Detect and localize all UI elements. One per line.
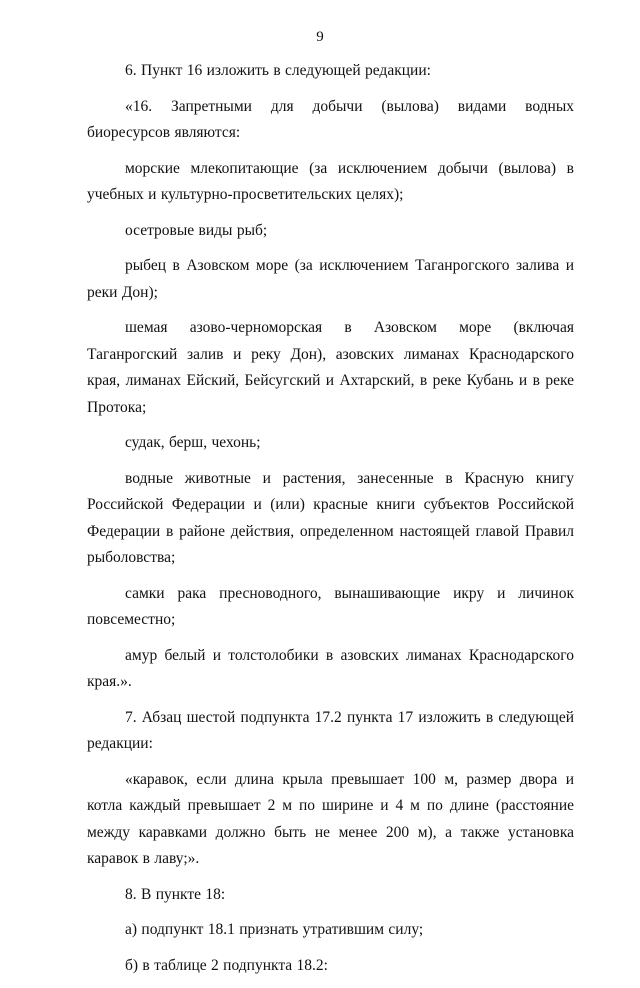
paragraph-quote-start-16: «16. Запретными для добычи (вылова) видами водных биоресурсов являются: (87, 97, 574, 141)
paragraph-marine-mammals: морские млекопитающие (за исключением добычи (вылова) в учебных и культурно-просветительских целях); (87, 159, 574, 203)
paragraph-crayfish: самки рака пресноводного, вынашивающие икру и личинок повсеместно; (87, 584, 574, 628)
paragraph-item-6: 6. Пункт 16 изложить в следующей редакции: (125, 62, 431, 79)
paragraph-item-7: 7. Абзац шестой подпункта 17.2 пункта 17 изложить в следующей редакции: (87, 708, 574, 752)
paragraph-subitem-a: а) подпункт 18.1 признать утратившим силу; (125, 921, 424, 938)
paragraph-subitem-b: б) в таблице 2 подпункта 18.2: (125, 956, 328, 974)
paragraph-shemaya: шемая азово-черноморская в Азовском море (включая Таганрогский залив и реку Дон), азовских лиманах Краснодарского края, лиманах Ейский, Бейсугский и Ахтарский, в реке Кубань и в реке Протока; (87, 319, 574, 416)
page-number: 9 (316, 29, 324, 45)
document-body (87, 58, 574, 988)
paragraph-vimba: рыбец в Азовском море (за исключением Таганрогского залива и реки Дон); (87, 257, 574, 301)
paragraph-sturgeon: осетровые виды рыб; (125, 221, 268, 239)
paragraph-item-8: 8. В пункте 18: (125, 885, 226, 903)
paragraph-carp: амур белый и толстолобики в азовских лиманах Краснодарского края.». (87, 646, 574, 690)
paragraph-red-book: водные животные и растения, занесенные в Красную книгу Российской Федерации и (или) красные книги субъектов Российской Федерации в районе действия, определенном настоящей главой Правил рыболовства; (87, 469, 574, 566)
paragraph-karavok: «каравок, если длина крыла превышает 100 м, размер двора и котла каждый превышает 2 м по ширине и 4 м по длине (расстояние между каравками должно быть не менее 200 м), а также установка каравок в лаву;». (87, 770, 574, 867)
paragraph-zander: судак, берш, чехонь; (125, 434, 261, 451)
